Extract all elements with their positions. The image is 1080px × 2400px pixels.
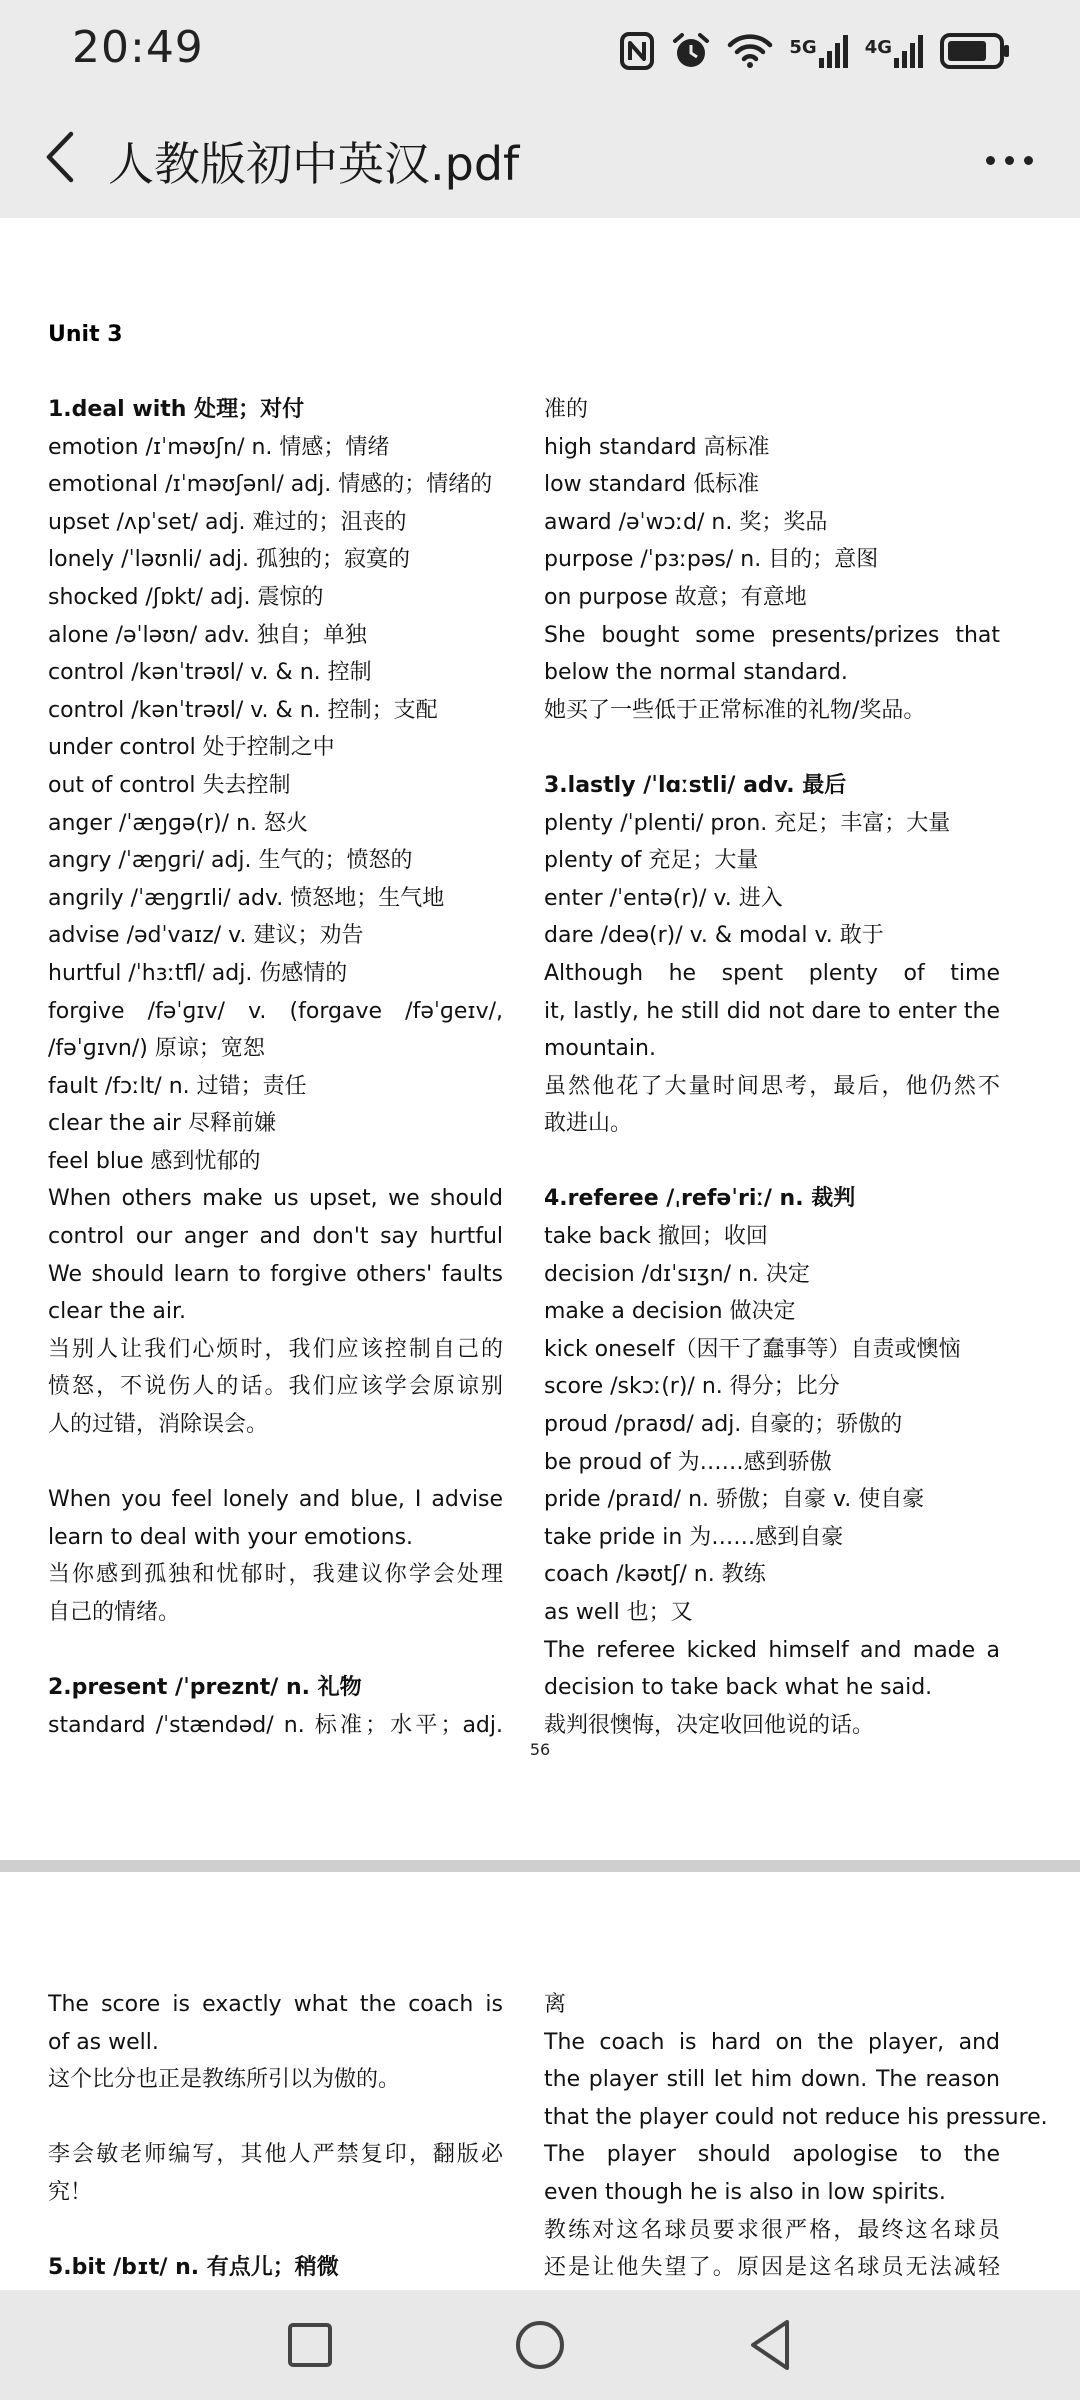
text-line: 愤怒，不说伤人的话。我们应该学会原谅别 — [48, 1374, 503, 1400]
text-line: 敢进山。 — [544, 1111, 633, 1137]
right-column — [544, 1986, 1048, 2287]
text-line: be proud of 为……感到骄傲 — [544, 1449, 832, 1475]
text-line: standard /ˈstændəd/ n. 标准；水平；adj. — [48, 1712, 503, 1738]
text-line: take back 撤回；收回 — [544, 1224, 768, 1250]
text-line: angry /ˈæŋɡri/ adj. 生气的；愤怒的 — [48, 848, 413, 874]
unit-title: Unit 3 — [48, 322, 123, 347]
text-line — [48, 1444, 503, 1482]
back-arrow-icon — [43, 130, 79, 184]
text-line: We should learn to forgive others' faults — [48, 1261, 503, 1287]
text-line: take pride in 为……感到自豪 — [544, 1524, 844, 1550]
text-line: of as well. — [48, 2029, 159, 2055]
text-line: even though he is also in low spirits. — [544, 2179, 946, 2205]
left-column — [48, 1986, 503, 2287]
text-line: it, lastly, he still did not dare to enter the — [544, 998, 1000, 1024]
text-line: the player still let him down. The reason — [544, 2067, 1000, 2093]
nfc-icon — [619, 31, 655, 71]
text-line: enter /ˈentə(r)/ v. 进入 — [544, 885, 783, 911]
text-line: 究！ — [48, 2179, 93, 2205]
text-line — [48, 1632, 503, 1670]
text-line: learn to deal with your emotions. — [48, 1524, 414, 1550]
text-line: 当你感到孤独和忧郁时，我建议你学会处理 — [48, 1562, 503, 1588]
back-triangle-icon — [745, 2317, 795, 2373]
pdf-page[interactable] — [0, 1872, 1080, 2292]
text-line: clear the air. — [48, 1299, 186, 1325]
text-line: out of control 失去控制 — [48, 772, 291, 798]
signal-4g-icon — [865, 34, 924, 68]
text-line — [544, 1143, 1000, 1181]
pdf-page[interactable] — [0, 218, 1080, 1860]
back-nav-button[interactable] — [735, 2310, 805, 2380]
text-line: coach /kəʊtʃ/ n. 教练 — [544, 1562, 766, 1588]
text-line: under control 处于控制之中 — [48, 735, 335, 761]
text-line: /fəˈɡɪvn/) 原谅；宽恕 — [48, 1036, 265, 1062]
text-line: that the player could not reduce his pressure. — [544, 2104, 1048, 2130]
text-line: fault /fɔːlt/ n. 过错；责任 — [48, 1073, 307, 1099]
home-button[interactable] — [505, 2310, 575, 2380]
text-line: mountain. — [544, 1036, 656, 1062]
text-line: forgive /fəˈɡɪv/ v. (forgave /fəˈɡeɪv/, — [48, 998, 503, 1024]
text-line: 准的 — [544, 397, 589, 422]
text-line: proud /praʊd/ adj. 自豪的；骄傲的 — [544, 1412, 903, 1438]
more-dots-icon — [1024, 156, 1033, 165]
text-line: 裁判很懊悔，决定收回他说的话。 — [544, 1712, 875, 1738]
left-column — [48, 391, 503, 1744]
text-line: 她买了一些低于正常标准的礼物/奖品。 — [544, 697, 926, 723]
signal-5g-label: 5G — [789, 37, 817, 58]
text-line: emotional /ɪˈməʊʃənl/ adj. 情感的；情绪的 — [48, 472, 493, 498]
text-line: 李会敏老师编写，其他人严禁复印，翻版必 — [48, 2142, 503, 2168]
text-line: control our anger and don't say hurtful — [48, 1224, 503, 1250]
more-options-button[interactable] — [974, 130, 1044, 190]
text-line: on purpose 故意；有意地 — [544, 584, 807, 610]
text-line: award /əˈwɔːd/ n. 奖；奖品 — [544, 509, 828, 535]
text-line: 虽然他花了大量时间思考，最后，他仍然不 — [544, 1073, 1000, 1099]
text-line: clear the air 尽释前嫌 — [48, 1111, 276, 1137]
text-line: 还是让他失望了。原因是这名球员无法减轻 — [544, 2255, 1000, 2281]
text-line: hurtful /ˈhɜːtfl/ adj. 伤感情的 — [48, 960, 348, 986]
text-line: shocked /ʃɒkt/ adj. 震惊的 — [48, 584, 324, 610]
text-line: The score is exactly what the coach is — [48, 1992, 503, 2017]
text-line: as well 也；又 — [544, 1600, 693, 1625]
home-circle-icon — [514, 2319, 566, 2371]
text-line: low standard 低标准 — [544, 472, 760, 498]
text-line: 这个比分也正是教练所引以为傲的。 — [48, 2067, 401, 2093]
text-line: alone /əˈləʊn/ adv. 独自；单独 — [48, 622, 367, 648]
text-line: 教练对这名球员要求很严格，最终这名球员 — [544, 2217, 1000, 2243]
text-line: lonely /ˈləʊnli/ adj. 孤独的；寂寞的 — [48, 547, 410, 573]
text-line: 4.referee /ˌrefəˈriː/ n. 裁判 — [544, 1186, 856, 1212]
app-bar — [0, 100, 1080, 218]
text-line: The player should apologise to the — [544, 2142, 1000, 2168]
text-line: 当别人让我们心烦时，我们应该控制自己的 — [48, 1336, 503, 1362]
text-line: anger /ˈæŋɡə(r)/ n. 怒火 — [48, 810, 309, 836]
text-line: upset /ʌpˈset/ adj. 难过的；沮丧的 — [48, 509, 407, 535]
text-line: 3.lastly /ˈlɑːstli/ adv. 最后 — [544, 772, 847, 798]
text-line: score /skɔː(r)/ n. 得分；比分 — [544, 1374, 840, 1400]
alarm-icon — [671, 31, 711, 71]
wifi-icon — [727, 32, 773, 70]
page-number: 56 — [529, 1740, 551, 1759]
text-line: kick oneself（因干了蠢事等）自责或懊恼 — [544, 1336, 961, 1362]
text-line: plenty of 充足；大量 — [544, 848, 759, 874]
text-line: 1.deal with 处理；对付 — [48, 397, 305, 422]
more-dots-icon — [986, 156, 995, 165]
text-line: below the normal standard. — [544, 660, 848, 686]
text-line: make a decision 做决定 — [544, 1299, 796, 1325]
text-line — [48, 2212, 503, 2250]
battery-icon — [940, 33, 1010, 69]
text-line: The referee kicked himself and made a — [544, 1637, 1000, 1663]
text-line: emotion /ɪˈməʊʃn/ n. 情感；情绪 — [48, 434, 390, 460]
status-time: 20:49 — [72, 22, 204, 73]
navigation-bar — [0, 2290, 1080, 2400]
text-line: control /kənˈtrəʊl/ v. & n. 控制 — [48, 660, 372, 686]
text-line: feel blue 感到忧郁的 — [48, 1148, 261, 1174]
text-line: 2.present /ˈpreznt/ n. 礼物 — [48, 1675, 362, 1701]
right-column — [544, 391, 1000, 1744]
back-button[interactable] — [26, 122, 96, 192]
text-line: pride /praɪd/ n. 骄傲；自豪 v. 使自豪 — [544, 1487, 925, 1513]
document-title: 人教版初中英汉.pdf — [108, 137, 520, 191]
text-line — [544, 729, 1000, 767]
recents-button[interactable] — [275, 2310, 345, 2380]
text-line: dare /deə(r)/ v. & modal v. 敢于 — [544, 923, 884, 949]
text-line: decision /dɪˈsɪʒn/ n. 决定 — [544, 1261, 810, 1287]
text-line: advise /ədˈvaɪz/ v. 建议；劝告 — [48, 923, 364, 949]
text-line: 5.bit /bɪt/ n. 有点儿；稍微 — [48, 2255, 339, 2281]
text-line: control /kənˈtrəʊl/ v. & n. 控制；支配 — [48, 697, 438, 723]
text-line: 离 — [544, 1992, 567, 2017]
signal-5g-icon — [789, 34, 848, 68]
text-line: angrily /ˈæŋɡrɪli/ adv. 愤怒地；生气地 — [48, 885, 445, 911]
text-line: The coach is hard on the player, and — [544, 2029, 1000, 2055]
signal-4g-label: 4G — [864, 37, 892, 58]
text-line: decision to take back what he said. — [544, 1675, 933, 1701]
text-line: When others make us upset, we should — [48, 1186, 503, 1212]
text-line: purpose /ˈpɜːpəs/ n. 目的；意图 — [544, 547, 879, 573]
text-line: plenty /ˈplenti/ pron. 充足；丰富；大量 — [544, 810, 951, 836]
status-icons — [619, 26, 1010, 76]
text-line: She bought some presents/prizes that — [544, 622, 1000, 648]
status-bar — [0, 0, 1080, 100]
text-line: 自己的情绪。 — [48, 1600, 181, 1625]
text-line: high standard 高标准 — [544, 434, 770, 460]
text-line — [48, 2099, 503, 2137]
more-dots-icon — [1005, 156, 1014, 165]
recents-square-icon — [286, 2321, 334, 2369]
text-line: 人的过错，消除误会。 — [48, 1412, 269, 1438]
text-line: When you feel lonely and blue, I advise — [48, 1487, 503, 1513]
text-line: Although he spent plenty of time — [544, 960, 1000, 986]
page-separator — [0, 1860, 1080, 1872]
